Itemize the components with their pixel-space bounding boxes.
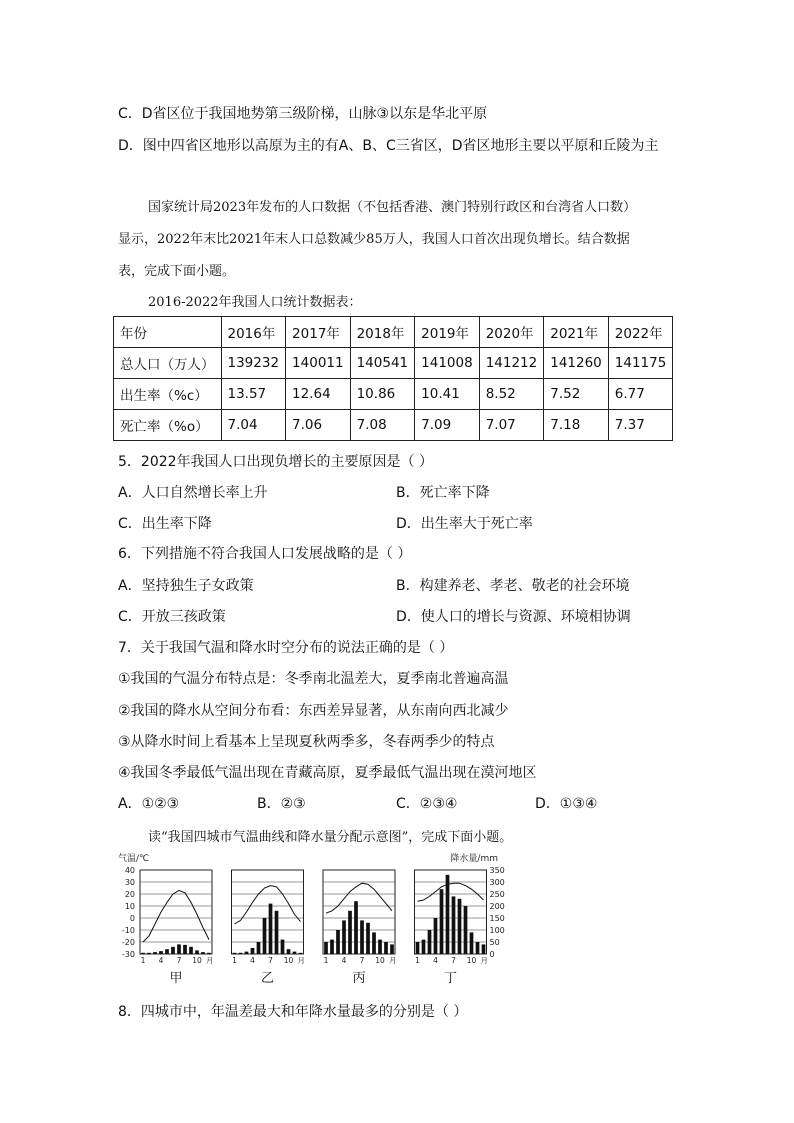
precipitation-bar [434, 918, 438, 954]
city-name-label: 乙 [260, 971, 275, 986]
month-tick-label: 1 [232, 956, 237, 965]
precipitation-bar [330, 940, 334, 954]
question-5-option-c: C．出生率下降 [118, 516, 212, 532]
precipitation-bar [440, 889, 444, 954]
passage-line-3: 表，完成下面小题。 [118, 264, 236, 279]
table-cell: 2017年 [286, 317, 351, 348]
precipitation-bar [245, 952, 249, 954]
table-row [114, 410, 673, 441]
table-cell: 8.52 [479, 379, 544, 410]
question-6-option-b: B．构建养老、孝老、敬老的社会环境 [396, 578, 630, 594]
question-6-stem: 6．下列措施不符合我国人口发展战略的是（ ） [118, 546, 412, 562]
table-cell: 12.64 [286, 379, 351, 410]
question-5-stem: 5．2022年我国人口出现负增长的主要原因是（ ） [118, 454, 433, 470]
precipitation-tick-label: 350 [489, 866, 505, 875]
precipitation-bar [251, 948, 255, 954]
temperature-tick-label: 20 [124, 890, 135, 899]
month-tick-label: 10 [192, 956, 202, 965]
temperature-curve [143, 890, 209, 942]
table-cell: 7.09 [415, 410, 480, 441]
precipitation-bar [233, 953, 237, 954]
question-7-option-d: D．①③④ [535, 796, 598, 812]
question-7-option-c: C．②③④ [396, 796, 458, 812]
question-4-option-d: D．图中四省区地形以高原为主的有A、B、C三省区，D省区地形主要以平原和丘陵为主 [118, 138, 659, 154]
table-cell: 141212 [479, 348, 544, 379]
table-cell: 7.52 [544, 379, 609, 410]
table-cell: 141260 [544, 348, 609, 379]
precipitation-bar [207, 953, 211, 954]
table-row [114, 379, 673, 410]
table-cell: 6.77 [608, 379, 673, 410]
precipitation-bar [183, 945, 187, 954]
temperature-tick-label: -30 [121, 950, 135, 959]
precipitation-bar [464, 906, 468, 954]
temperature-tick-label: -20 [121, 938, 135, 947]
question-5-option-b: B．死亡率下降 [396, 485, 490, 501]
table-cell: 7.07 [479, 410, 544, 441]
precipitation-bar [177, 944, 181, 954]
precipitation-bar [269, 904, 273, 954]
temperature-tick-label: 10 [124, 902, 135, 911]
precipitation-bar [360, 920, 364, 954]
passage-line-1: 国家统计局2023年发布的人口数据（不包括香港、澳门特别行政区和台湾省人口数） [148, 200, 637, 215]
precipitation-tick-label: 0 [489, 950, 495, 959]
question-7-statement-1: ①我国的气温分布特点是：冬季南北温差大，夏季南北普遍高温 [118, 671, 509, 687]
precipitation-bar [422, 940, 426, 954]
precipitation-bar [147, 953, 151, 954]
table-cell: 2020年 [479, 317, 544, 348]
table-cell: 7.08 [350, 410, 415, 441]
table-cell: 2022年 [608, 317, 673, 348]
table-header-row [114, 317, 673, 348]
precipitation-bar [366, 923, 370, 954]
table-cell: 2016年 [221, 317, 286, 348]
month-tick-label: 7 [451, 956, 456, 965]
question-6-option-a: A．坚持独生子女政策 [118, 578, 254, 594]
table-cell: 2019年 [415, 317, 480, 348]
climate-charts [118, 852, 505, 996]
question-7-option-b: B．②③ [257, 796, 306, 812]
table-cell: 13.57 [221, 379, 286, 410]
month-unit-label: 月 [206, 956, 214, 965]
precipitation-bar [324, 942, 328, 954]
temperature-tick-label: 40 [124, 866, 135, 875]
precipitation-bar [159, 951, 163, 954]
city-name-label: 丁 [443, 971, 458, 986]
precipitation-bar [153, 952, 157, 954]
precipitation-bar [171, 947, 175, 954]
precipitation-tick-label: 200 [489, 902, 505, 911]
passage-line-2: 显示，2022年末比2021年末人口总数减少85万人，我国人口首次出现负增长。结合数据 [118, 232, 630, 247]
precipitation-tick-label: 100 [489, 926, 505, 935]
question-7-stem: 7．关于我国气温和降水时空分布的说法正确的是（ ） [118, 640, 454, 656]
month-tick-label: 1 [415, 956, 420, 965]
month-unit-label: 月 [389, 956, 397, 965]
month-tick-label: 1 [323, 956, 329, 965]
table-cell: 年份 [114, 317, 222, 348]
question-7-option-a: A．①②③ [118, 796, 180, 812]
month-tick-label: 7 [268, 956, 273, 965]
precipitation-bar [165, 949, 169, 954]
table-cell: 2018年 [350, 317, 415, 348]
precipitation-bar [275, 911, 279, 954]
question-6-option-d: D．使人口的增长与资源、环境相协调 [396, 609, 631, 625]
question-6-option-c: C．开放三孩政策 [118, 609, 226, 625]
precipitation-bar [239, 953, 243, 954]
month-tick-label: 10 [375, 956, 385, 965]
month-tick-label: 10 [283, 956, 294, 965]
table-cell: 7.18 [544, 410, 609, 441]
question-8-stem: 8．四城市中，年温差最大和年降水量最多的分别是（ ） [118, 1004, 468, 1020]
month-unit-label: 月 [297, 956, 305, 965]
table-cell: 10.41 [415, 379, 480, 410]
precipitation-tick-label: 300 [489, 878, 505, 887]
month-tick-label: 10 [466, 956, 477, 965]
question-5-option-d: D．出生率大于死亡率 [396, 516, 533, 532]
precipitation-axis-label: 降水量/mm [450, 854, 498, 864]
precipitation-bar [195, 950, 199, 954]
precipitation-bar [476, 942, 480, 954]
question-7-statement-3: ③从降水时间上看基本上呈现夏秋两季多，冬春两季少的特点 [118, 734, 495, 750]
precipitation-bar [189, 947, 193, 954]
precipitation-bar [287, 949, 291, 954]
population-table [113, 316, 673, 441]
city-name-label: 甲 [169, 971, 183, 986]
precipitation-bar [141, 953, 145, 954]
table-row [114, 348, 673, 379]
temperature-tick-label: 0 [129, 914, 135, 923]
table-cell: 死亡率（%o） [114, 410, 222, 441]
precipitation-bar [201, 952, 205, 954]
table-cell: 140541 [350, 348, 415, 379]
question-5-option-a: A．人口自然增长率上升 [118, 485, 268, 501]
month-tick-label: 7 [176, 956, 182, 965]
table-cell: 2021年 [544, 317, 609, 348]
precipitation-bar [348, 911, 352, 954]
temperature-tick-label: 30 [124, 878, 135, 887]
climate-panel-frame [140, 870, 212, 954]
precipitation-bar [354, 901, 358, 954]
precipitation-bar [299, 953, 303, 954]
month-tick-label: 4 [433, 956, 438, 965]
precipitation-bar [336, 930, 340, 954]
month-tick-label: 4 [158, 956, 164, 965]
table-cell: 出生率（%c） [114, 379, 222, 410]
precipitation-bar [458, 899, 462, 954]
precipitation-bar [416, 942, 420, 954]
table-cell: 7.37 [608, 410, 673, 441]
precipitation-bar [452, 896, 456, 954]
temperature-curve [326, 883, 392, 913]
question-4-option-c: C．D省区位于我国地势第三级阶梯，山脉③以东是华北平原 [118, 106, 488, 122]
month-tick-label: 4 [341, 956, 347, 965]
precipitation-bar [390, 944, 394, 954]
precipitation-bar [482, 944, 486, 954]
precipitation-tick-label: 250 [489, 890, 505, 899]
precipitation-bar [293, 952, 297, 954]
temperature-curve [418, 883, 484, 901]
precipitation-bar [446, 875, 450, 954]
precipitation-bar [384, 942, 388, 954]
table-cell: 139232 [221, 348, 286, 379]
question-7-statement-4: ④我国冬季最低气温出现在青藏高原，夏季最低气温出现在漠河地区 [118, 765, 537, 781]
month-tick-label: 7 [359, 956, 365, 965]
precipitation-bar [281, 940, 285, 954]
table-title: 2016-2022年我国人口统计数据表： [148, 295, 362, 310]
table-cell: 总人口（万人） [114, 348, 222, 379]
precipitation-tick-label: 50 [489, 938, 500, 947]
table-cell: 141175 [608, 348, 673, 379]
month-tick-label: 1 [140, 956, 146, 965]
temperature-tick-label: -10 [121, 926, 135, 935]
precipitation-bar [378, 940, 382, 954]
month-tick-label: 4 [250, 956, 255, 965]
climate-intro-text: 读“我国四城市气温曲线和降水量分配示意图”，完成下面小题。 [148, 830, 513, 845]
table-cell: 10.86 [350, 379, 415, 410]
city-name-label: 丙 [352, 971, 366, 986]
precipitation-bar [257, 942, 261, 954]
month-unit-label: 月 [480, 956, 488, 965]
precipitation-bar [470, 932, 474, 954]
table-cell: 140011 [286, 348, 351, 379]
precipitation-bar [263, 918, 267, 954]
precipitation-tick-label: 150 [489, 914, 505, 923]
precipitation-bar [428, 930, 432, 954]
question-7-statement-2: ②我国的降水从空间分布看：东西差异显著，从东南向西北减少 [118, 703, 509, 719]
climate-charts-svg [118, 852, 505, 992]
precipitation-bar [342, 920, 346, 954]
table-cell: 141008 [415, 348, 480, 379]
temperature-axis-label: 气温/℃ [118, 854, 150, 864]
precipitation-bar [372, 932, 376, 954]
table-cell: 7.06 [286, 410, 351, 441]
table-cell: 7.04 [221, 410, 286, 441]
